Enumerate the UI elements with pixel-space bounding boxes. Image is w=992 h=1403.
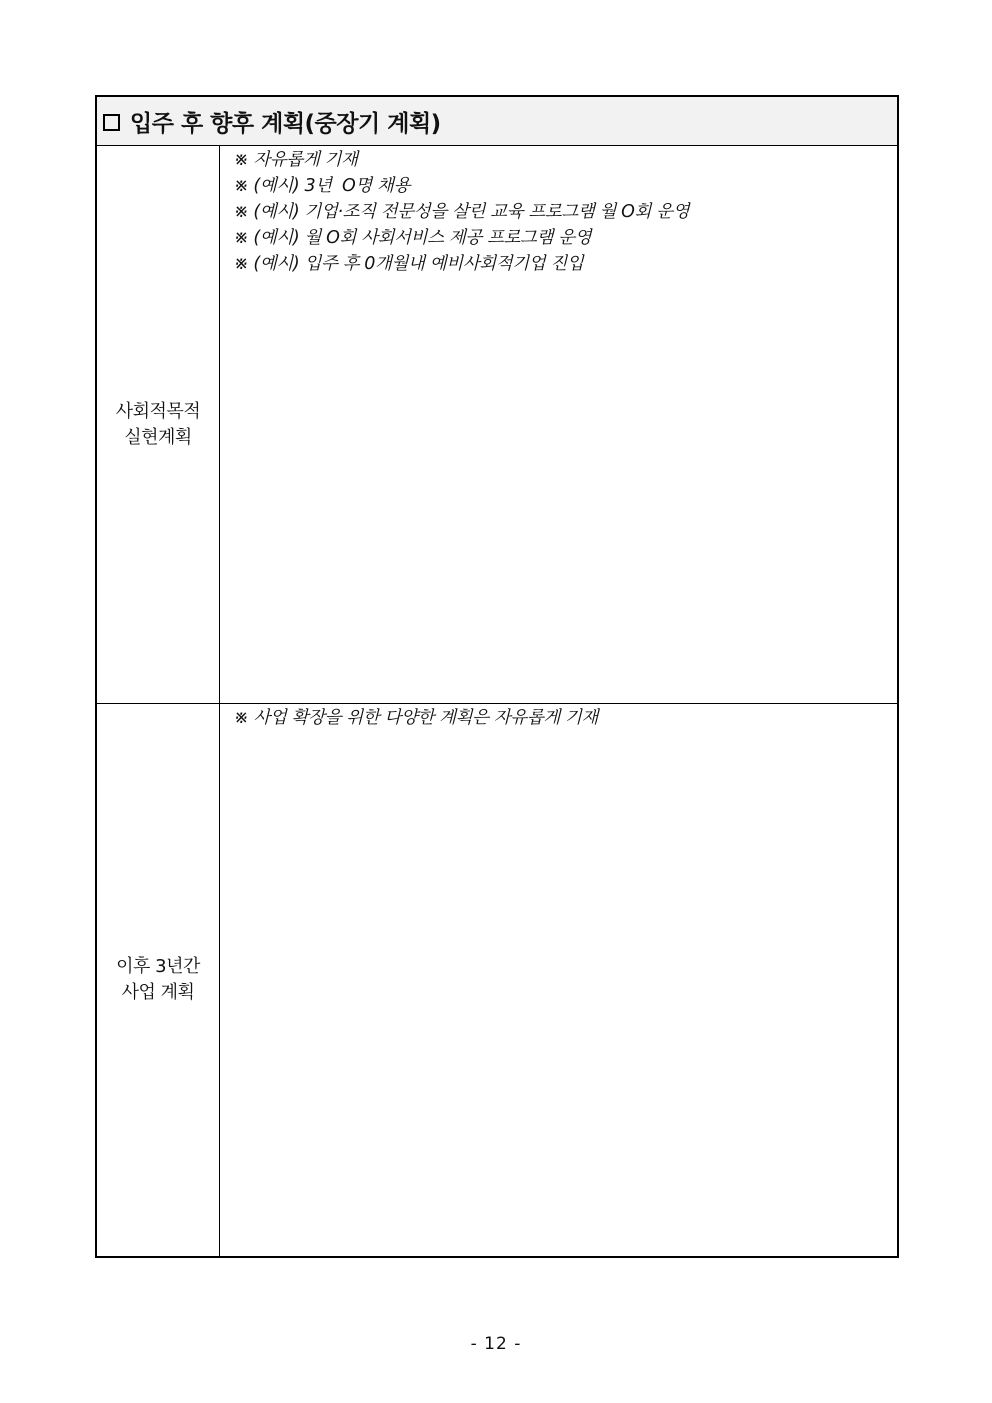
row-label-line: 실현계획: [124, 426, 192, 448]
content-area-social-purpose[interactable]: [220, 146, 897, 703]
guide-note: ※ (예시) 3년 O명 채용: [234, 176, 411, 196]
page-number: - 12 -: [470, 1334, 522, 1354]
row-label-social-purpose: [97, 146, 220, 703]
guide-note: ※ (예시) 입주 후 0개월내 예비사회적기업 진입: [234, 254, 584, 274]
row-label-line: 이후 3년간: [116, 956, 200, 977]
guide-note: ※ 사업 확장을 위한 다양한 계획은 자유롭게 기재: [234, 708, 598, 728]
checkbox-square-icon: [103, 114, 120, 131]
section-title: 입주 후 향후 계획(중장기 계획): [130, 110, 441, 137]
section-header: [97, 97, 897, 146]
row-label-line: 사회적목적: [115, 400, 201, 422]
guide-note: ※ 자유롭게 기재: [234, 150, 358, 170]
guide-note: ※ (예시) 월 O회 사회서비스 제공 프로그램 운영: [234, 228, 592, 248]
row-label-line: 사업 계획: [121, 982, 195, 1003]
content-area-business-plan[interactable]: [220, 704, 897, 1256]
guide-note: ※ (예시) 기업·조직 전문성을 살린 교육 프로그램 월 O회 운영: [234, 202, 690, 222]
row-label-business-plan: [97, 704, 220, 1256]
plan-form-table: [95, 95, 899, 1258]
